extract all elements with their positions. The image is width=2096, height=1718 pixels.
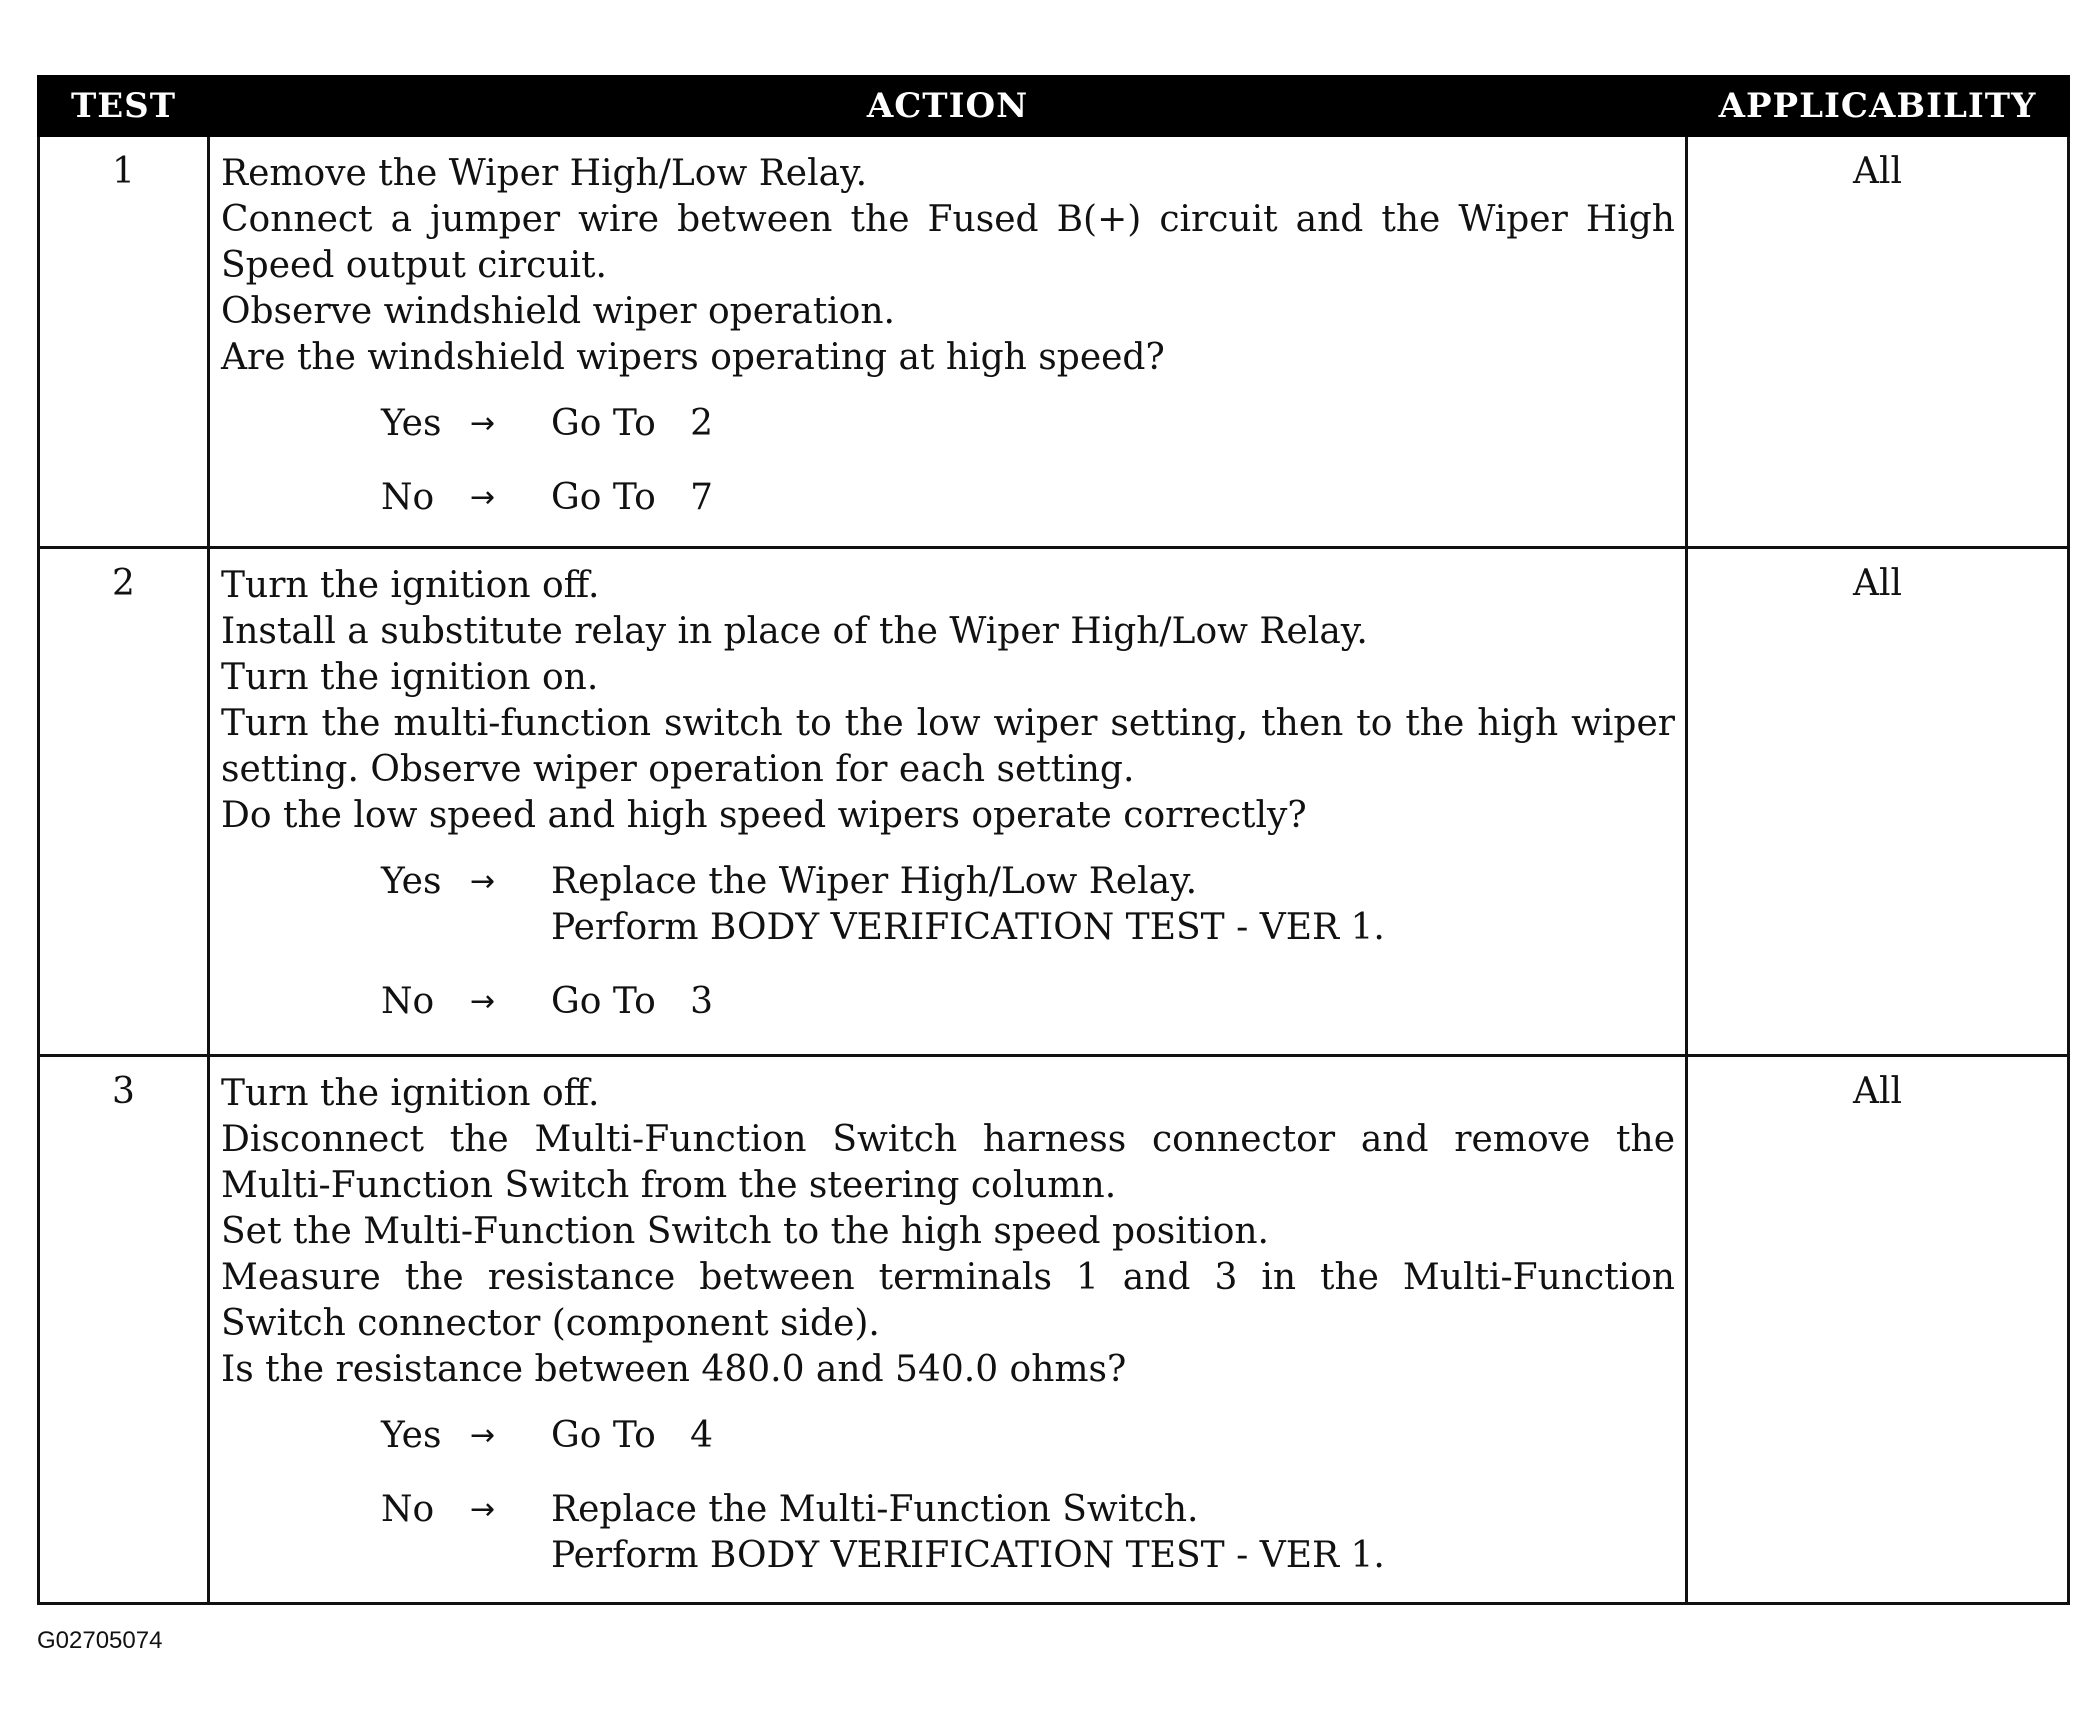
applicability-value: All — [1687, 1056, 2069, 1604]
test-number: 2 — [39, 548, 209, 1056]
result-key: Yes — [381, 861, 442, 902]
result-key: No — [381, 1489, 435, 1530]
action-step: Turn the ignition on. — [221, 657, 599, 698]
result-yes — [221, 859, 1675, 951]
right-arrow-icon: → — [470, 984, 496, 1019]
diagnostic-table-container — [37, 75, 2067, 1605]
right-arrow-icon: → — [470, 864, 496, 899]
result-yes — [221, 401, 1675, 447]
result-text — [551, 1413, 1675, 1459]
result-key: No — [381, 981, 435, 1022]
action-step: Do the low speed and high speed wipers operate correctly? — [221, 795, 1307, 836]
header-action: ACTION — [209, 77, 1687, 136]
result-list — [221, 859, 1675, 1025]
action-cell — [209, 1056, 1687, 1604]
action-step: Turn the ignition off. — [221, 1073, 600, 1114]
action-step: Turn the ignition off. — [221, 565, 600, 606]
result-line: Go To 3 — [551, 981, 713, 1022]
right-arrow-icon: → — [470, 1418, 496, 1453]
result-line: Perform BODY VERIFICATION TEST - VER 1. — [551, 907, 1385, 948]
action-step: Remove the Wiper High/Low Relay. — [221, 153, 868, 194]
diagnostic-test-table — [37, 75, 2070, 1605]
table-row — [39, 548, 2069, 1056]
action-step: Turn the multi-function switch to the low wiper setting, then to the high wiper setting. Observe wiper operation for each setting. — [221, 703, 1675, 790]
result-key: Yes — [381, 403, 442, 444]
test-number: 1 — [39, 136, 209, 548]
figure-id: G02705074 — [37, 1627, 163, 1654]
action-step: Disconnect the Multi-Function Switch harness connector and remove the Multi-Function Switch from the steering column. — [221, 1119, 1675, 1206]
action-step: Observe windshield wiper operation. — [221, 291, 895, 332]
header-test: TEST — [39, 77, 209, 136]
result-line: Go To 7 — [551, 477, 713, 518]
applicability-value: All — [1687, 548, 2069, 1056]
table-row — [39, 1056, 2069, 1604]
result-line: Replace the Multi-Function Switch. — [551, 1489, 1199, 1530]
result-line: Go To 4 — [551, 1415, 713, 1456]
action-cell — [209, 136, 1687, 548]
right-arrow-icon: → — [470, 480, 496, 515]
action-step: Set the Multi-Function Switch to the high speed position. — [221, 1211, 1269, 1252]
result-line: Perform BODY VERIFICATION TEST - VER 1. — [551, 1535, 1385, 1576]
result-no — [221, 979, 1675, 1025]
action-step: Measure the resistance between terminals 1 and 3 in the Multi-Function Switch connector (component side). — [221, 1257, 1675, 1344]
table-body — [39, 136, 2069, 1604]
result-no — [221, 1487, 1675, 1579]
result-line: Replace the Wiper High/Low Relay. — [551, 861, 1198, 902]
test-number: 3 — [39, 1056, 209, 1604]
applicability-value: All — [1687, 136, 2069, 548]
result-list — [221, 401, 1675, 521]
action-step: Install a substitute relay in place of the Wiper High/Low Relay. — [221, 611, 1368, 652]
result-text — [551, 1487, 1675, 1579]
result-text — [551, 475, 1675, 521]
header-applicability: APPLICABILITY — [1687, 77, 2069, 136]
right-arrow-icon: → — [470, 1492, 496, 1527]
result-key: Yes — [381, 1415, 442, 1456]
result-list — [221, 1413, 1675, 1579]
action-cell — [209, 548, 1687, 1056]
result-text — [551, 401, 1675, 447]
action-step: Connect a jumper wire between the Fused B(+) circuit and the Wiper High Speed output circuit. — [221, 199, 1675, 286]
table-row — [39, 136, 2069, 548]
result-text — [551, 859, 1675, 951]
result-line: Go To 2 — [551, 403, 713, 444]
right-arrow-icon: → — [470, 406, 496, 441]
result-no — [221, 475, 1675, 521]
result-text — [551, 979, 1675, 1025]
result-key: No — [381, 477, 435, 518]
result-yes — [221, 1413, 1675, 1459]
action-step: Is the resistance between 480.0 and 540.0 ohms? — [221, 1349, 1127, 1390]
action-step: Are the windshield wipers operating at high speed? — [221, 337, 1165, 378]
table-header-row — [39, 77, 2069, 136]
